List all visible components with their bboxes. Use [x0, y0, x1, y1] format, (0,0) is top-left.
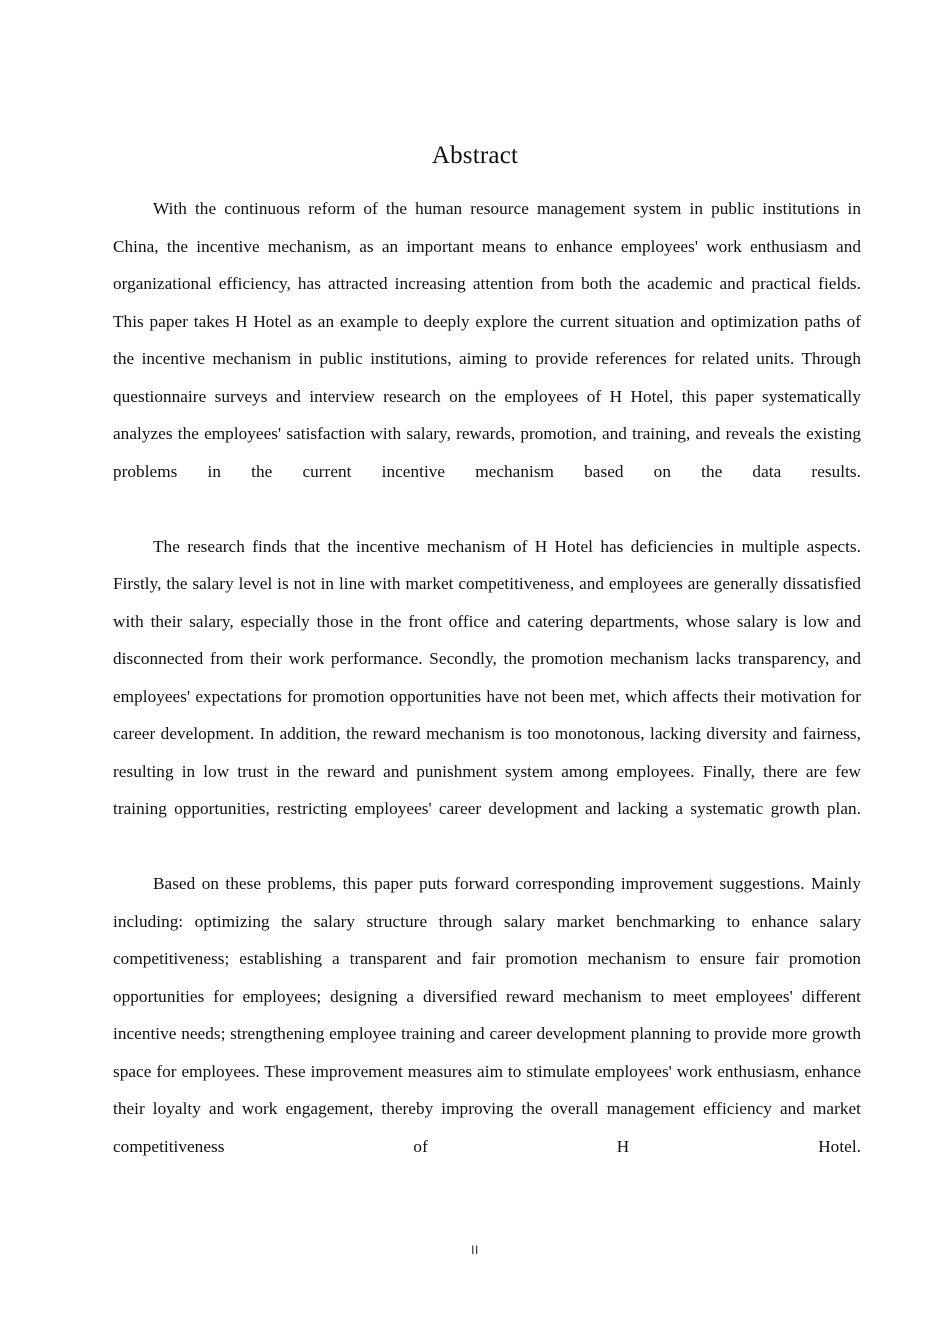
abstract-body: [113, 190, 861, 1203]
page-number: II: [471, 1243, 479, 1257]
paragraph: With the continuous reform of the human resource management system in public institutions in China, the incentive mechanism, as an important means to enhance employees' work enthusiasm and organizational efficiency, has attracted increasing attention from both the academic and practical fields. This paper takes H Hotel as an example to deeply explore the current situation and optimization paths of the incentive mechanism in public institutions, aiming to provide references for related units. Through questionnaire surveys and interview research on the employees of H Hotel, this paper systematically analyzes the employees' satisfaction with salary, rewards, promotion, and training, and reveals the existing problems in the current incentive mechanism based on the data results.: [113, 199, 861, 481]
paragraph: The research finds that the incentive mechanism of H Hotel has deficiencies in multiple aspects. Firstly, the salary level is not in line with market competitiveness, and employees are generally dissatisfied with their salary, especially those in the front office and catering departments, whose salary is low and disconnected from their work performance. Secondly, the promotion mechanism lacks transparency, and employees' expectations for promotion opportunities have not been met, which affects their motivation for career development. In addition, the reward mechanism is too monotonous, lacking diversity and fairness, resulting in low trust in the reward and punishment system among employees. Finally, there are few training opportunities, restricting employees' career development and lacking a systematic growth plan.: [113, 536, 861, 818]
paragraph: Based on these problems, this paper puts forward corresponding improvement suggestions. Mainly including: optimizing the salary structure through salary market benchmarking to enhance salary competitiveness; establishing a transparent and fair promotion mechanism to ensure fair promotion opportunities for employees; designing a diversified reward mechanism to meet employees' different incentive needs; strengthening employee training and career development planning to provide more growth space for employees. These improvement measures aim to stimulate employees' work enthusiasm, enhance their loyalty and work engagement, thereby improving the overall management efficiency and market competitiveness of H Hotel.: [113, 874, 861, 1156]
page-title: Abstract: [431, 141, 519, 169]
